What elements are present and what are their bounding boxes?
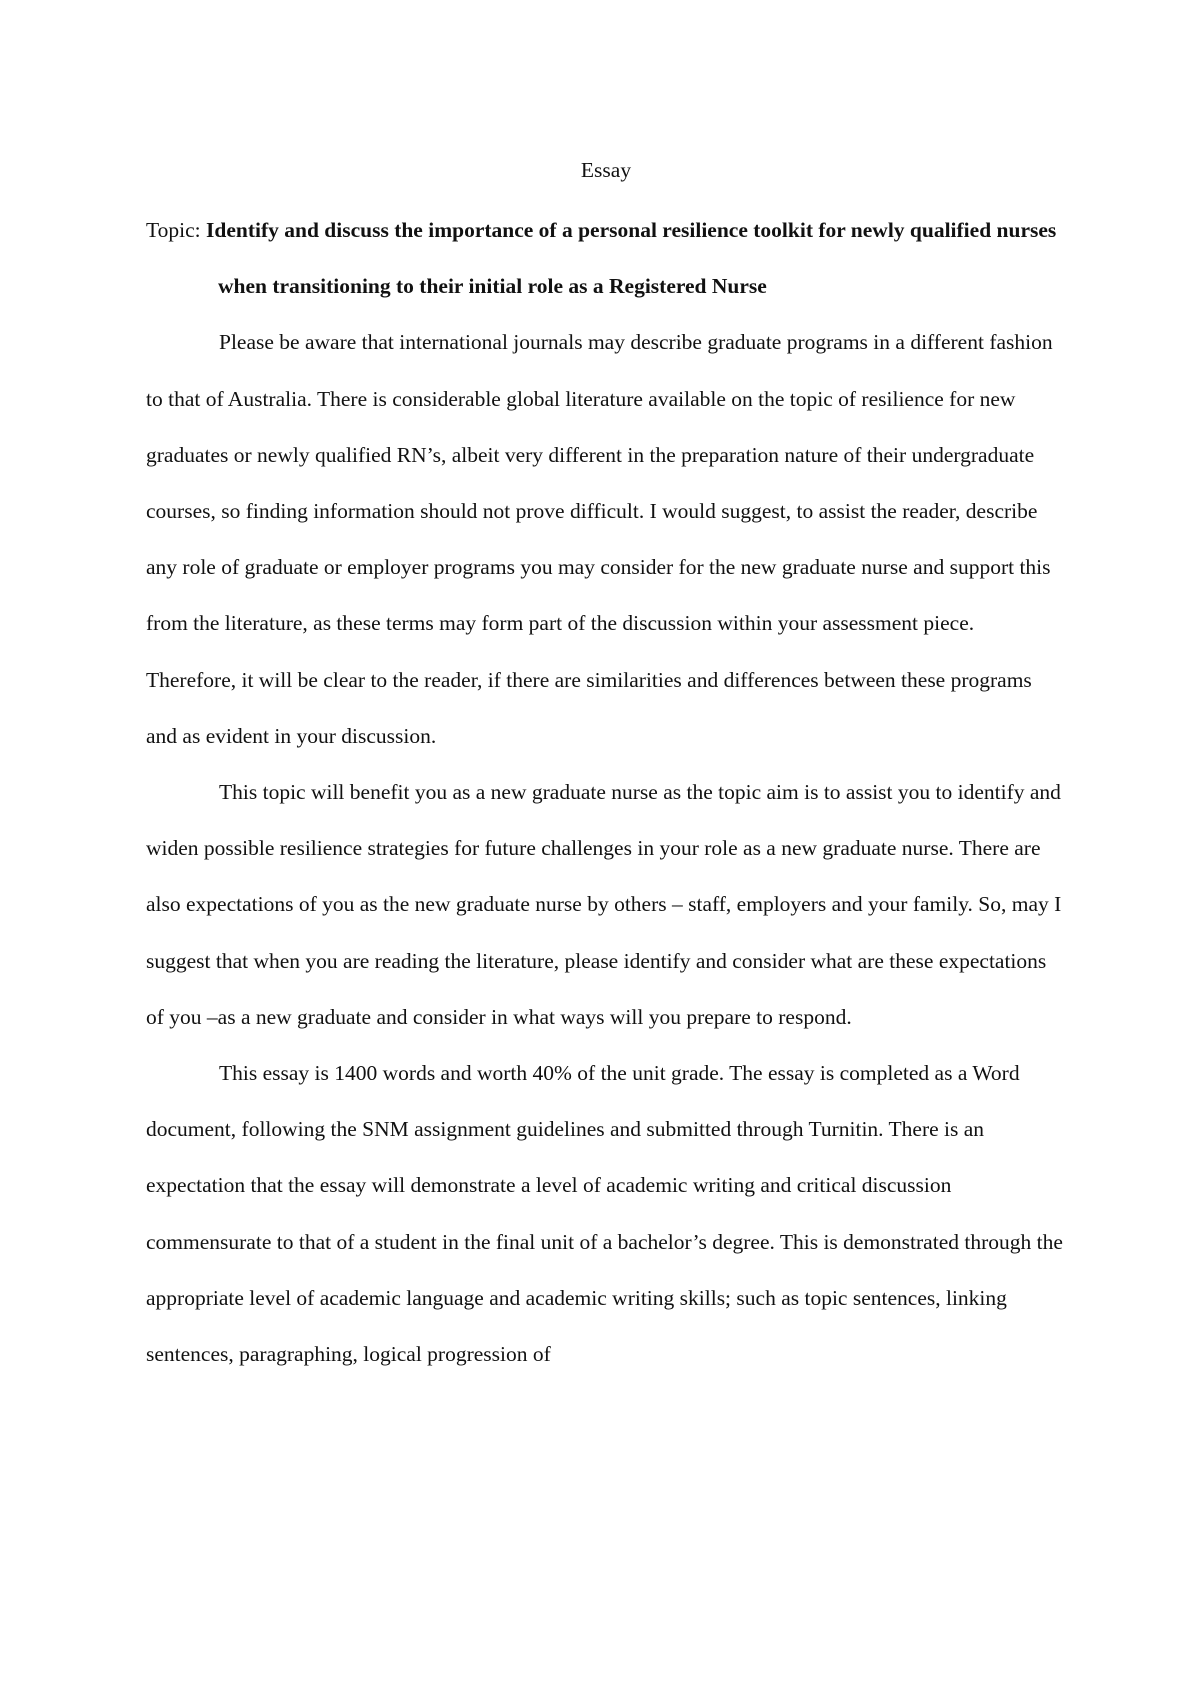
topic-label: Topic: (146, 218, 206, 242)
document-title: Essay (580, 158, 632, 182)
topic-heading (146, 202, 1066, 314)
document-page (146, 150, 1066, 1382)
paragraph-3: This essay is 1400 words and worth 40% of the unit grade. The essay is completed as a Word document, following the SNM assignment guidelines and submitted through Turnitin. There is an expectation that the essay will demonstrate a level of academic writing and critical discussion commensurate to that of a student in the final unit of a bachelor’s degree. This is demonstrated through the appropriate level of academic language and academic writing skills; such as topic sentences, linking sentences, paragraphing, logical progression of (146, 1061, 1063, 1367)
topic-text: Identify and discuss the importance of a personal resilience toolkit for newly qualified nurses when transitioning to their initial role as a Registered Nurse (206, 218, 1057, 299)
paragraph-1: Please be aware that international journals may describe graduate programs in a different fashion to that of Australia. There is considerable global literature available on the topic of resilience for new graduates or newly qualified RN’s, albeit very different in the preparation nature of their undergraduate courses, so finding information should not prove difficult. I would suggest, to assist the reader, describe any role of graduate or employer programs you may consider for the new graduate nurse and support this from the literature, as these terms may form part of the discussion within your assessment piece. Therefore, it will be clear to the reader, if there are similarities and differences between these programs and as evident in your discussion. (146, 330, 1053, 748)
paragraph-2: This topic will benefit you as a new graduate nurse as the topic aim is to assist you to identify and widen possible resilience strategies for future challenges in your role as a new graduate nurse. There are also expectations of you as the new graduate nurse by others – staff, employers and your family. So, may I suggest that when you are reading the literature, please identify and consider what are these expectations of you –as a new graduate and consider in what ways will you prepare to respond. (146, 780, 1062, 1029)
